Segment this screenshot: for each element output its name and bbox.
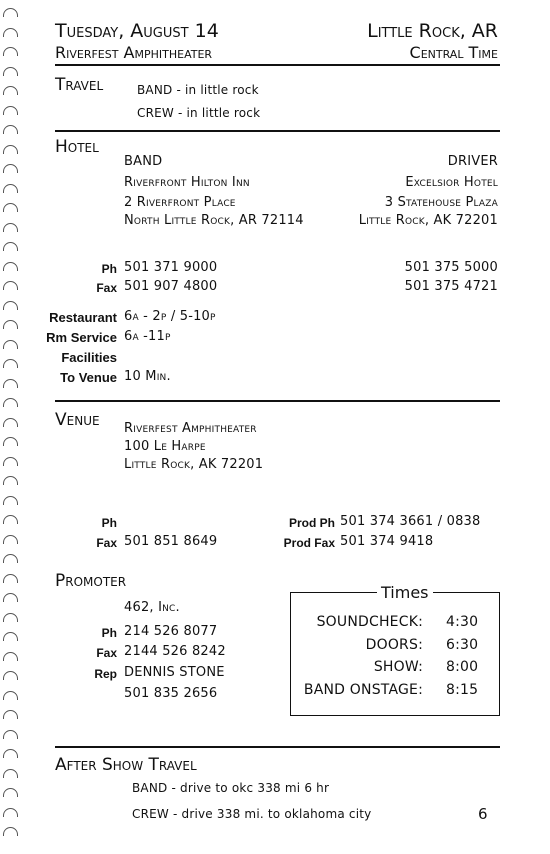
binding-ring <box>3 437 18 446</box>
hotel-band-heading: BAND <box>124 154 163 169</box>
times-value: 4:30 <box>446 614 479 630</box>
promoter-rep: DENNIS STONE <box>124 665 225 680</box>
hotel-band-address2: North Little Rock, AR 72114 <box>124 213 304 228</box>
binding-ring <box>3 496 18 505</box>
hotel-ph-label: Ph <box>101 262 117 276</box>
binding-ring <box>3 457 18 466</box>
promoter-rep-label: Rep <box>94 667 117 681</box>
binding-ring <box>3 535 18 544</box>
promoter-name: 462, Inc. <box>124 600 180 615</box>
binding-ring <box>3 554 18 563</box>
venue-prod-ph-label: Prod Ph <box>288 516 335 530</box>
venue-fax: 501 851 8649 <box>124 534 218 549</box>
hotel-rule <box>55 400 500 402</box>
venue-ph-label: Ph <box>101 516 117 530</box>
binding-ring <box>3 574 18 583</box>
times-value: 8:15 <box>446 682 479 698</box>
hotel-fax-label: Fax <box>96 281 117 295</box>
binding-ring <box>3 203 18 212</box>
binding-ring <box>3 827 18 836</box>
binding-ring <box>3 145 18 154</box>
to-venue-label: To Venue <box>60 370 117 385</box>
binding-ring <box>3 184 18 193</box>
binding-ring <box>3 106 18 115</box>
times-label: DOORS: <box>365 637 423 653</box>
binding-ring <box>3 164 18 173</box>
hotel-driver-name: Excelsior Hotel <box>405 175 498 190</box>
times-label: SOUNDCHECK: <box>316 614 423 630</box>
page-number: 6 <box>478 805 488 823</box>
header-timezone: Central Time <box>409 43 498 62</box>
facilities-label: Facilities <box>61 350 117 365</box>
binding-ring <box>3 515 18 524</box>
after-show-rule <box>55 746 500 748</box>
venue-fax-label: Fax <box>96 536 117 550</box>
to-venue-time: 10 Min. <box>124 369 171 384</box>
times-value: 6:30 <box>446 637 479 653</box>
binding-ring <box>3 476 18 485</box>
hotel-band-phone: 501 371 9000 <box>124 260 218 275</box>
binding-ring <box>3 632 18 641</box>
binding-ring <box>3 301 18 310</box>
binding-ring <box>3 398 18 407</box>
hotel-driver-address1: 3 Statehouse Plaza <box>384 195 498 210</box>
travel-title: Travel <box>55 75 104 95</box>
binding-ring <box>3 593 18 602</box>
binding-ring <box>3 730 18 739</box>
binding-ring <box>3 8 18 17</box>
binding-ring <box>3 28 18 37</box>
after-show-band: BAND - drive to okc 338 mi 6 hr <box>132 781 330 795</box>
binding-ring <box>3 671 18 680</box>
hotel-driver-phone: 501 375 5000 <box>404 260 498 275</box>
binding-ring <box>3 418 18 427</box>
promoter-title: Promoter <box>55 571 127 591</box>
after-show-title: After Show Travel <box>55 755 197 775</box>
hotel-driver-address2: Little Rock, AK 72201 <box>358 213 498 228</box>
binding-ring <box>3 808 18 817</box>
hotel-band-fax: 501 907 4800 <box>124 279 218 294</box>
hotel-band-name: Riverfront Hilton Inn <box>124 175 250 190</box>
binding-ring <box>3 788 18 797</box>
venue-prod-fax: 501 374 9418 <box>340 534 434 549</box>
promoter-phone: 214 526 8077 <box>124 624 218 639</box>
times-label: BAND ONSTAGE: <box>303 682 423 698</box>
travel-crew: CREW - in little rock <box>137 106 261 120</box>
travel-rule <box>55 130 500 132</box>
hotel-band-address1: 2 Riverfront Place <box>124 195 236 210</box>
hotel-driver-heading: DRIVER <box>447 154 498 169</box>
restaurant-label: Restaurant <box>49 310 117 325</box>
header-venue: Riverfest Amphitheater <box>55 43 213 62</box>
venue-title: Venue <box>55 410 100 430</box>
binding-ring <box>3 262 18 271</box>
rm-service-hours: 6a -11p <box>124 329 171 344</box>
venue-address1: 100 Le Harpe <box>124 439 206 454</box>
times-value: 8:00 <box>446 659 479 675</box>
binding-ring <box>3 223 18 232</box>
venue-address2: Little Rock, AK 72201 <box>124 457 264 472</box>
header-city: Little Rock, AR <box>367 20 498 42</box>
binding-ring <box>3 340 18 349</box>
binding-ring <box>3 710 18 719</box>
binding-ring <box>3 652 18 661</box>
binding-ring <box>3 379 18 388</box>
restaurant-hours: 6a - 2p / 5-10p <box>124 309 216 324</box>
binding-ring <box>3 613 18 622</box>
hotel-driver-fax: 501 375 4721 <box>404 279 498 294</box>
rm-service-label: Rm Service <box>46 330 117 345</box>
times-label: SHOW: <box>373 659 423 675</box>
venue-prod-fax-label: Prod Fax <box>283 536 335 550</box>
venue-name: Riverfest Amphitheater <box>124 421 257 436</box>
binding-ring <box>3 67 18 76</box>
times-title: Times <box>377 583 433 602</box>
promoter-fax-label: Fax <box>96 646 117 660</box>
hotel-title: Hotel <box>55 137 99 157</box>
after-show-crew: CREW - drive 338 mi. to oklahoma city <box>132 807 372 821</box>
binding-ring <box>3 125 18 134</box>
binding-ring <box>3 47 18 56</box>
header-rule <box>55 64 500 66</box>
binding-ring <box>3 359 18 368</box>
binding-ring <box>3 769 18 778</box>
binding-ring <box>3 281 18 290</box>
promoter-fax: 2144 526 8242 <box>124 644 226 659</box>
promoter-rep-phone: 501 835 2656 <box>124 686 218 701</box>
promoter-ph-label: Ph <box>101 626 117 640</box>
binding-ring <box>3 242 18 251</box>
binding-ring <box>3 320 18 329</box>
binding-ring <box>3 691 18 700</box>
travel-band: BAND - in little rock <box>137 83 259 97</box>
binding-ring <box>3 86 18 95</box>
binding-ring <box>3 749 18 758</box>
header-date: Tuesday, August 14 <box>55 20 219 42</box>
venue-prod-phone: 501 374 3661 / 0838 <box>340 514 481 529</box>
